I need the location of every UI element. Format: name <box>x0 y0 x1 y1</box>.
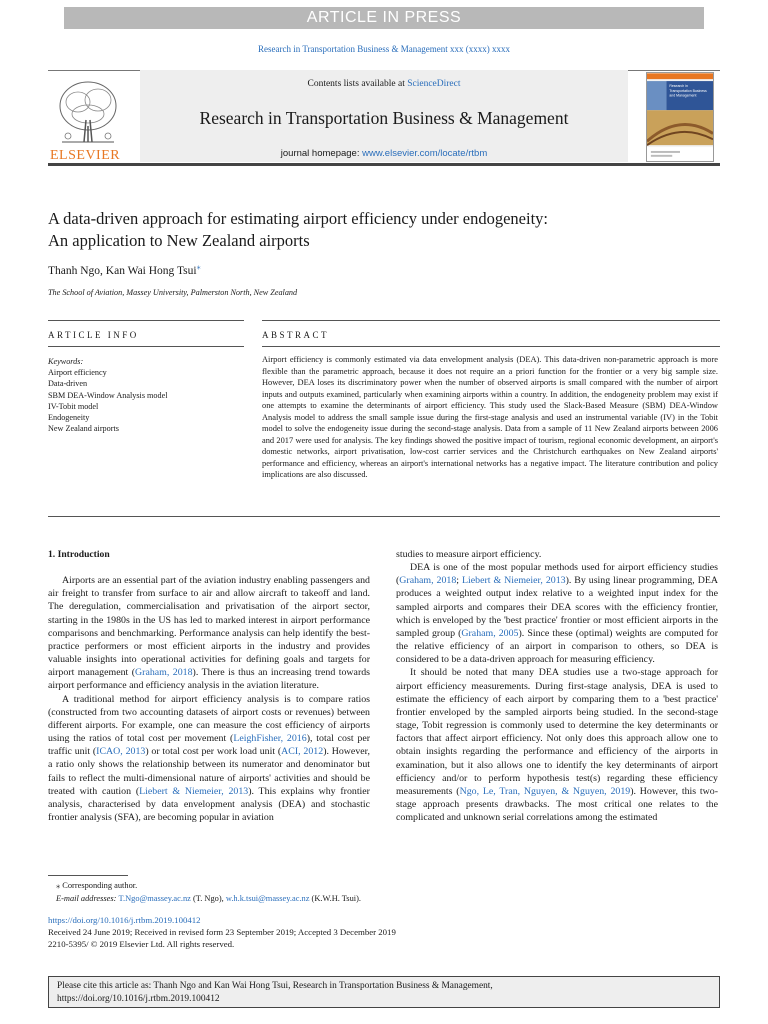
article-info-rule <box>48 346 244 347</box>
masthead-center <box>140 70 628 162</box>
copyright-line: 2210-5395/ © 2019 Elsevier Ltd. All rights reserved. <box>48 939 235 949</box>
abstract-bottom-rule <box>48 516 720 517</box>
homepage-label: journal homepage: <box>280 148 363 159</box>
paragraph-text: ) or total cost per work load unit ( <box>145 746 282 758</box>
homepage-url-link[interactable]: www.elsevier.com/locate/rtbm <box>362 148 488 159</box>
author-list <box>48 262 201 277</box>
paragraph-text: ). Since these (optimal) weights are computed for the relative efficiency of an airport in comparison to others, so DEA is considered to be a data-driven approach for measuring efficiency. <box>396 627 718 666</box>
abstract-heading: ABSTRACT <box>262 330 330 340</box>
intro-paragraph-4 <box>396 666 718 824</box>
keyword-item: Airport efficiency <box>48 368 107 378</box>
citation-link[interactable]: ACI, 2012 <box>281 746 324 758</box>
intro-paragraph-continued: studies to measure airport efficiency. <box>396 549 542 560</box>
citation-link[interactable]: Graham, 2018 <box>399 575 457 587</box>
email-owner: (K.W.H. Tsui). <box>309 893 361 903</box>
body-column-right <box>396 548 718 824</box>
corresponding-author-note <box>56 880 361 893</box>
body-column-left <box>48 548 370 824</box>
citation-link[interactable]: Liebert & Niemeier, 2013 <box>461 575 566 587</box>
paragraph-text: DEA is one of the most popular methods used for airport efficiency studies ( <box>396 562 718 587</box>
paragraph-text: ). This explains why frontier analysis, characterised by data envelopment analysis (DEA) and stochastic frontier analysis (SFA), are becoming popular in aviation <box>48 785 370 823</box>
footnote-rule <box>48 875 128 876</box>
article-title-line1: A data-driven approach for estimating airport efficiency under endogeneity: <box>48 209 549 228</box>
citation-link[interactable]: Liebert & Niemeier, 2013 <box>139 785 249 797</box>
citation-line1: Please cite this article as: Thanh Ngo and Kan Wai Hong Tsui, Research in Transportation Business & Management, <box>57 981 493 991</box>
journal-reference-link[interactable]: Research in Transportation Business & Management xxx (xxxx) xxxx <box>258 44 510 54</box>
keyword-item: Endogeneity <box>48 413 90 423</box>
email-owner: (T. Ngo), <box>190 893 226 903</box>
article-title <box>48 208 668 252</box>
citation-link[interactable]: ICAO, 2013 <box>96 746 146 758</box>
received-dates: Received 24 June 2019; Received in revised form 23 September 2019; Accepted 3 December 2019 <box>48 927 396 937</box>
paragraph-text: A traditional method for airport efficiency analysis is to compare ratios (constructed from two accounting datasets of airport costs or revenues) between different airports. For example, one can measure the cost efficiency of airports using the ratios of total cost per movement ( <box>48 693 370 745</box>
citation-link[interactable]: Ngo, Le, Tran, Nguyen, & Nguyen, 2019 <box>459 785 631 797</box>
journal-homepage <box>140 148 628 159</box>
paragraph-text: ). However, this two-stage approach presents drawbacks. The most critical one relates to the complicated and unknown serial correlations among the estimated <box>396 785 718 824</box>
intro-paragraph-1 <box>48 574 370 692</box>
keyword-item: Data-driven <box>48 379 88 389</box>
email-addresses <box>56 893 361 906</box>
citation-box <box>48 976 720 1008</box>
footnote-mark: ⁎ <box>56 881 61 890</box>
elsevier-wordmark: ELSEVIER <box>50 148 121 163</box>
doi-link[interactable]: https://doi.org/10.1016/j.rtbm.2019.100412 <box>48 915 201 925</box>
paragraph-text: ). By using linear programming, DEA produces a weighted output index relative to a weighted input index for the sampled airports and compares their DEA scores with the efficiency frontier, which is enveloped by the 'best practice' frontier or most efficient airports in the sampled group ( <box>396 575 718 639</box>
article-in-press-banner: ARTICLE IN PRESS <box>64 7 704 29</box>
keyword-item: IV-Tobit model <box>48 401 99 411</box>
author-affiliation: The School of Aviation, Massey University, Palmerston North, New Zealand <box>48 288 298 297</box>
citation-link[interactable]: LeighFisher, 2016 <box>233 733 307 745</box>
journal-cover-image <box>646 72 714 162</box>
journal-masthead <box>48 70 720 166</box>
email-label: E-mail addresses: <box>56 893 119 903</box>
abstract-rule-top <box>262 320 720 321</box>
intro-paragraph-3 <box>396 561 718 666</box>
publication-info <box>48 914 396 950</box>
footnote <box>48 880 361 905</box>
author-names: Thanh Ngo, Kan Wai Hong Tsui <box>48 264 197 277</box>
footnote-text: Corresponding author. <box>60 881 138 890</box>
article-info-rule-top <box>48 320 244 321</box>
keyword-item: New Zealand airports <box>48 424 119 434</box>
citation-line2[interactable]: https://doi.org/10.1016/j.rtbm.2019.100412 <box>57 994 220 1004</box>
citation-link[interactable]: Graham, 2018 <box>135 667 193 679</box>
article-title-line2: An application to New Zealand airports <box>48 231 310 250</box>
article-info-heading: ARTICLE INFO <box>48 330 139 340</box>
cover-title-line: Research in <box>669 83 688 88</box>
paragraph-text: ; <box>456 575 462 587</box>
abstract-rule <box>262 346 720 347</box>
email-link[interactable]: w.h.k.tsui@massey.ac.nz <box>225 893 310 903</box>
email-link[interactable]: T.Ngo@massey.ac.nz <box>118 893 191 903</box>
citation-link[interactable]: Graham, 2005 <box>461 627 519 639</box>
corresponding-author-mark[interactable]: ⁎ <box>196 262 201 271</box>
cover-title-line: and Management <box>669 93 697 98</box>
masthead-bottom-rule <box>48 163 720 166</box>
keywords-label: Keywords: <box>48 357 84 366</box>
cover-title-line: Transportation Business <box>669 88 707 93</box>
paragraph-text: It should be noted that many DEA studies use a two-stage approach for airport efficiency measurements. During first-stage analysis, DEA is used to estimate the efficiency of each airport by comparing them to a 'best practice' frontier enveloped by the sampled airports being studied. In the second-stage stage, Tobit regression is commonly used to determine the key determinants or factors that affect airport efficiency. Not only does this approach allow one to obtain insights regarding the performance and efficiency of the airports in examination, but it also allows one to identify the key determinants of airport efficiency and/or to perform hypothesis test(s) regarding these efficiency measurements ( <box>396 667 718 797</box>
contents-line <box>140 79 628 89</box>
intro-paragraph-2 <box>48 693 370 825</box>
sciencedirect-link[interactable]: ScienceDirect <box>407 79 461 89</box>
keywords-block <box>48 356 248 434</box>
paragraph-text: ). However, a ratio only shows the relationship between its numerator and denominator but fails to reflect the multi-dimensional nature of airports' activities and should be treated with caution ( <box>48 746 370 797</box>
abstract-text: Airport efficiency is commonly estimated via data envelopment analysis (DEA). This data-driven non-parametric approach is more flexible than the parametric approach, because it does not require an a priori function for the frontier or a very big sample size. However, DEA loses its discriminatory power when the number of observed airports is small compared with the number of airport inputs and outputs examined, particularly when examining airports within a country. In addition, the endogeneity problem may exist if one attempts to examine the determinants of airport efficiency. This study used the Slack-Based Measure (SBM) DEA-Window Analysis model to address the small sample issue during the first-stage analysis and used an instrumental variable (IV) in the Tobit model to solve the endogeneity issue during the second-stage analysis. Data from a sample of 11 New Zealand airports between 2006 and 2017 were used for analysis. The key findings showed the positive impact of tourism, regional economic development, an airport's domestic networks, airport privatisation, low-cost carrier services and the Christchurch earthquakes on New Zealand airports' performance and efficiency, whereas an airport's international networks has a negative impact. The literature contribution and policy implications are also discussed. <box>262 355 718 480</box>
contents-prefix: Contents lists available at <box>307 79 408 89</box>
journal-title: Research in Transportation Business & Management <box>199 108 569 128</box>
paragraph-text: ), total cost per traffic unit ( <box>48 733 371 758</box>
keyword-item: SBM DEA-Window Analysis model <box>48 390 168 400</box>
paragraph-text: ). There is thus an increasing trend towards airport performance and efficiency analysis in the aviation literature. <box>48 667 371 692</box>
paragraph-text: Airports are an essential part of the aviation industry enabling passengers and air freight to transfer from surface to air and allow aircraft to takeoff and land. The deregulation, commercialisation and privatisation of the airport sector, starting in the 1980s in the US has led to marked interest in airport performance comparisons and benchmarking. Performance analysis can help identify the best-practice performers or most efficient airports in the industry and provides valuable insights into operational activities for defining goals and targets for airport management ( <box>48 575 370 679</box>
section-title-introduction: 1. Introduction <box>48 549 110 560</box>
